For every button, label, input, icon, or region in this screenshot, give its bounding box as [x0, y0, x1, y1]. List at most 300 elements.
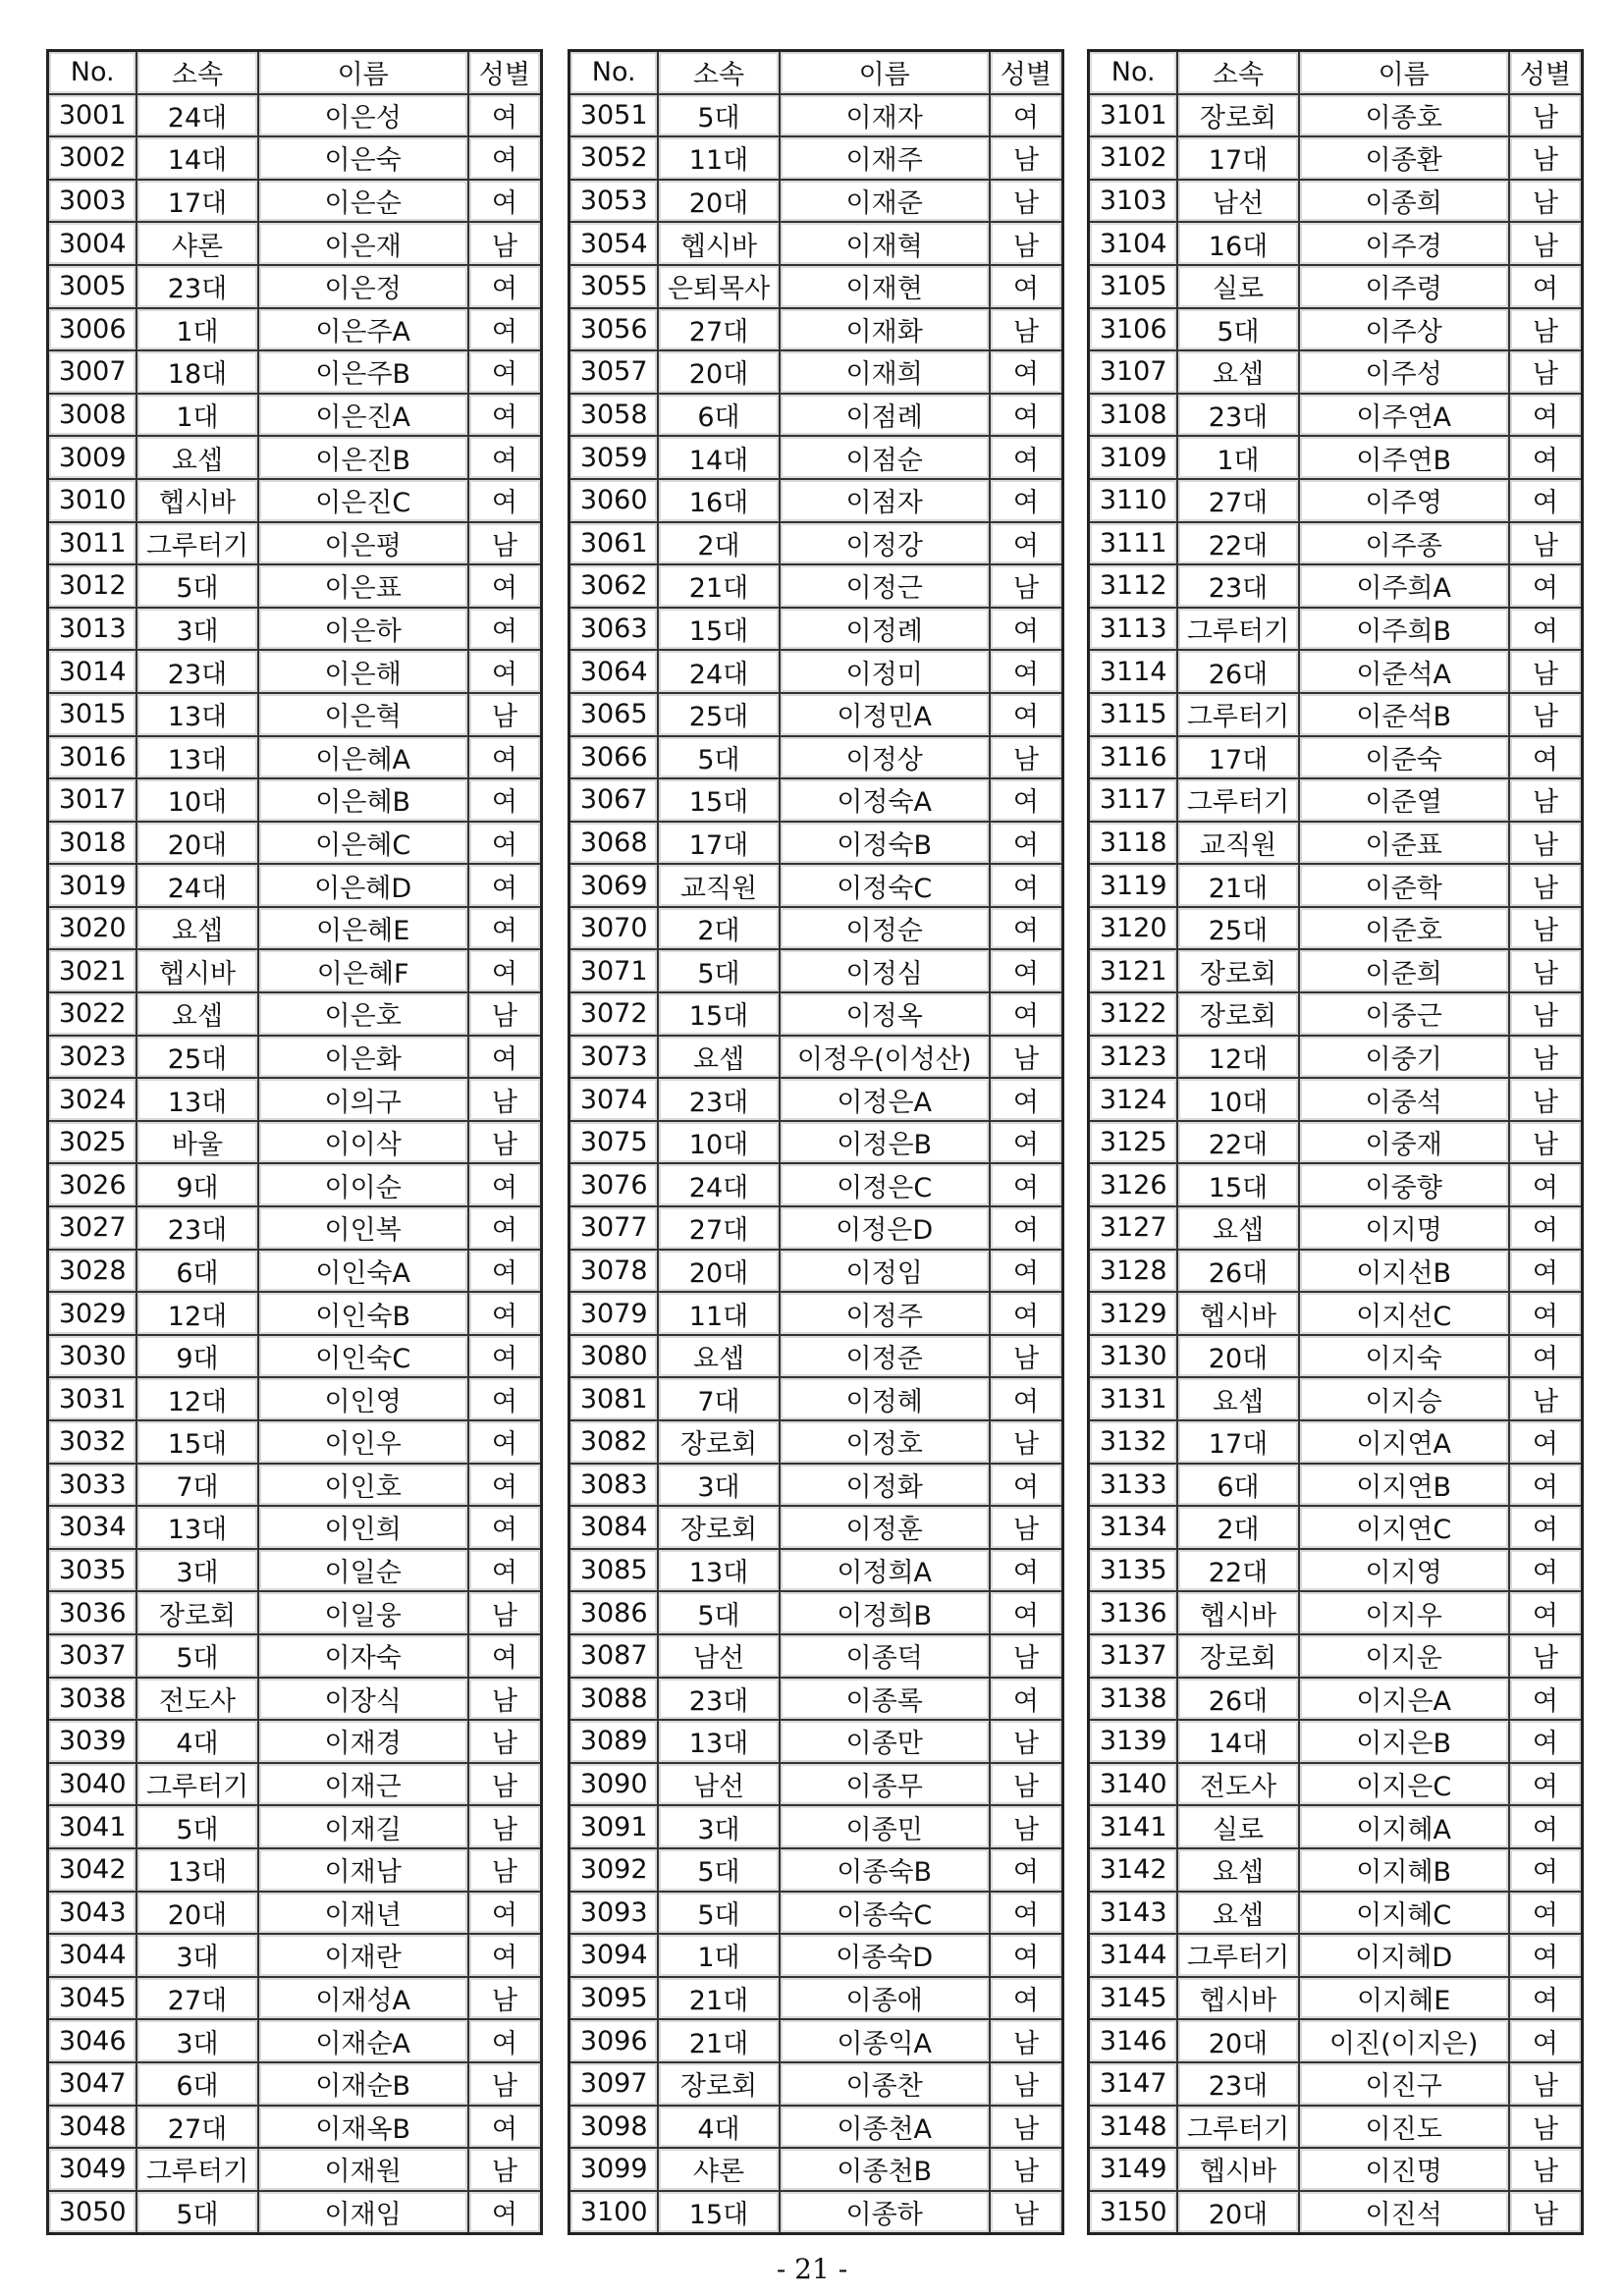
- cell-no: 3039: [48, 1720, 137, 1763]
- cell-affiliation: 22대: [1177, 1121, 1298, 1164]
- cell-name: 이주희A: [1299, 564, 1509, 608]
- cell-name: 이준석B: [1299, 693, 1509, 736]
- table-row: [48, 308, 542, 351]
- cell-no: 3030: [48, 1335, 137, 1378]
- cell-affiliation: 요셉: [136, 907, 257, 950]
- cell-sex: 남: [468, 222, 542, 265]
- cell-sex: 남: [1509, 650, 1583, 693]
- cell-name: 이정희B: [780, 1591, 990, 1634]
- cell-sex: 여: [1509, 1549, 1583, 1592]
- cell-name: 이지은B: [1299, 1720, 1509, 1763]
- cell-affiliation: 15대: [658, 608, 779, 651]
- cell-no: 3086: [569, 1591, 659, 1634]
- cell-name: 이은정: [258, 265, 468, 308]
- cell-sex: 남: [990, 1420, 1063, 1464]
- cell-no: 3054: [569, 222, 659, 265]
- cell-affiliation: 1대: [136, 394, 257, 437]
- cell-sex: 여: [468, 1634, 542, 1678]
- cell-no: 3058: [569, 394, 659, 437]
- table-row: [48, 1549, 542, 1592]
- cell-affiliation: 헵시바: [1177, 1977, 1298, 2020]
- cell-name: 이재현: [780, 265, 990, 308]
- cell-sex: 여: [1509, 265, 1583, 308]
- cell-sex: 남: [1509, 2062, 1583, 2106]
- cell-sex: 여: [990, 693, 1063, 736]
- table-row: [1089, 436, 1583, 479]
- cell-sex: 남: [1509, 180, 1583, 223]
- table-row: [569, 136, 1063, 180]
- cell-name: 이인호: [258, 1464, 468, 1507]
- cell-sex: 여: [1509, 1292, 1583, 1335]
- cell-no: 3085: [569, 1549, 659, 1592]
- table-row: [1089, 180, 1583, 223]
- cell-name: 이지혜B: [1299, 1848, 1509, 1892]
- cell-sex: 남: [1509, 693, 1583, 736]
- cell-no: 3110: [1089, 479, 1178, 522]
- cell-sex: 남: [990, 1720, 1063, 1763]
- cell-affiliation: 그루터기: [1177, 2106, 1298, 2149]
- cell-sex: 여: [468, 822, 542, 865]
- cell-affiliation: 17대: [1177, 1420, 1298, 1464]
- cell-affiliation: 20대: [1177, 2191, 1298, 2234]
- cell-sex: 여: [990, 1934, 1063, 1977]
- table-row: [48, 479, 542, 522]
- table-row: [569, 1506, 1063, 1549]
- header-row: [1089, 51, 1583, 94]
- cell-no: 3006: [48, 308, 137, 351]
- cell-sex: 남: [1509, 822, 1583, 865]
- cell-sex: 여: [1509, 1163, 1583, 1206]
- table-row: [1089, 2191, 1583, 2234]
- cell-sex: 여: [468, 2191, 542, 2234]
- table-row: [1089, 1420, 1583, 1464]
- cell-affiliation: 요셉: [1177, 1892, 1298, 1935]
- cell-affiliation: 20대: [658, 180, 779, 223]
- table-row: [1089, 350, 1583, 394]
- cell-name: 이인영: [258, 1377, 468, 1420]
- cell-sex: 남: [1509, 1078, 1583, 1121]
- cell-sex: 여: [1509, 394, 1583, 437]
- cell-name: 이준희: [1299, 949, 1509, 992]
- table-row: [1089, 1549, 1583, 1592]
- table-row: [48, 222, 542, 265]
- cell-affiliation: 샤론: [136, 222, 257, 265]
- cell-no: 3091: [569, 1805, 659, 1848]
- table-row: [48, 436, 542, 479]
- cell-no: 3114: [1089, 650, 1178, 693]
- table-row: [569, 1892, 1063, 1935]
- cell-affiliation: 21대: [658, 1977, 779, 2020]
- cell-affiliation: 요셉: [1177, 350, 1298, 394]
- cell-name: 이은평: [258, 522, 468, 565]
- cell-sex: 여: [990, 1892, 1063, 1935]
- cell-no: 3011: [48, 522, 137, 565]
- cell-sex: 남: [990, 1763, 1063, 1806]
- cell-name: 이재성A: [258, 1977, 468, 2020]
- cell-affiliation: 9대: [136, 1163, 257, 1206]
- cell-name: 이지은C: [1299, 1763, 1509, 1806]
- cell-no: 3088: [569, 1678, 659, 1721]
- cell-no: 3017: [48, 778, 137, 822]
- table-row: [569, 1763, 1063, 1806]
- cell-name: 이정숙A: [780, 778, 990, 822]
- cell-sex: 여: [468, 864, 542, 907]
- cell-affiliation: 5대: [136, 2191, 257, 2234]
- table-row: [48, 1206, 542, 1250]
- cell-affiliation: 헵시바: [1177, 2148, 1298, 2191]
- cell-name: 이재경: [258, 1720, 468, 1763]
- cell-no: 3141: [1089, 1805, 1178, 1848]
- cell-affiliation: 12대: [1177, 1036, 1298, 1079]
- cell-affiliation: 21대: [658, 2019, 779, 2062]
- table-row: [569, 2191, 1063, 2234]
- header-name: 이름: [258, 51, 468, 94]
- cell-name: 이재임: [258, 2191, 468, 2234]
- page-number: - 21 -: [776, 2253, 848, 2285]
- cell-sex: 여: [468, 1892, 542, 1935]
- cell-affiliation: 헵시바: [136, 479, 257, 522]
- cell-affiliation: 10대: [658, 1121, 779, 1164]
- cell-no: 3130: [1089, 1335, 1178, 1378]
- cell-affiliation: 샤론: [658, 2148, 779, 2191]
- cell-sex: 여: [1509, 1720, 1583, 1763]
- cell-affiliation: 23대: [136, 265, 257, 308]
- cell-name: 이중석: [1299, 1078, 1509, 1121]
- cell-no: 3113: [1089, 608, 1178, 651]
- cell-name: 이정훈: [780, 1506, 990, 1549]
- cell-affiliation: 24대: [136, 94, 257, 137]
- cell-no: 3081: [569, 1377, 659, 1420]
- cell-sex: 여: [468, 736, 542, 779]
- cell-name: 이정준: [780, 1335, 990, 1378]
- cell-sex: 남: [1509, 864, 1583, 907]
- cell-affiliation: 17대: [136, 180, 257, 223]
- cell-name: 이은화: [258, 1036, 468, 1079]
- cell-sex: 여: [468, 778, 542, 822]
- cell-no: 3118: [1089, 822, 1178, 865]
- cell-affiliation: 11대: [658, 1292, 779, 1335]
- cell-no: 3073: [569, 1036, 659, 1079]
- cell-name: 이종록: [780, 1678, 990, 1721]
- table-row: [48, 1250, 542, 1293]
- cell-sex: 여: [468, 2106, 542, 2149]
- cell-affiliation: 그루터기: [1177, 693, 1298, 736]
- cell-affiliation: 16대: [1177, 222, 1298, 265]
- cell-no: 3107: [1089, 350, 1178, 394]
- cell-sex: 남: [1509, 94, 1583, 137]
- cell-no: 3078: [569, 1250, 659, 1293]
- cell-name: 이지혜D: [1299, 1934, 1509, 1977]
- cell-affiliation: 교직원: [658, 864, 779, 907]
- cell-name: 이은해: [258, 650, 468, 693]
- cell-no: 3024: [48, 1078, 137, 1121]
- table-row: [569, 350, 1063, 394]
- cell-sex: 여: [990, 650, 1063, 693]
- cell-sex: 남: [1509, 1634, 1583, 1678]
- cell-no: 3103: [1089, 180, 1178, 223]
- cell-no: 3074: [569, 1078, 659, 1121]
- cell-no: 3138: [1089, 1678, 1178, 1721]
- table-row: [1089, 1206, 1583, 1250]
- cell-sex: 남: [468, 1848, 542, 1892]
- cell-sex: 남: [990, 1506, 1063, 1549]
- cell-sex: 남: [468, 1078, 542, 1121]
- table-row: [1089, 907, 1583, 950]
- cell-no: 3005: [48, 265, 137, 308]
- cell-no: 3007: [48, 350, 137, 394]
- cell-name: 이정화: [780, 1464, 990, 1507]
- cell-sex: 여: [1509, 1848, 1583, 1892]
- cell-name: 이종환: [1299, 136, 1509, 180]
- cell-no: 3013: [48, 608, 137, 651]
- cell-name: 이지우: [1299, 1591, 1509, 1634]
- cell-sex: 여: [468, 1377, 542, 1420]
- cell-name: 이일웅: [258, 1591, 468, 1634]
- cell-affiliation: 25대: [136, 1036, 257, 1079]
- table-row: [569, 479, 1063, 522]
- cell-affiliation: 17대: [658, 822, 779, 865]
- cell-name: 이은혜A: [258, 736, 468, 779]
- cell-no: 3036: [48, 1591, 137, 1634]
- cell-name: 이정호: [780, 1420, 990, 1464]
- cell-affiliation: 27대: [658, 308, 779, 351]
- cell-name: 이정희A: [780, 1549, 990, 1592]
- cell-sex: 남: [468, 1121, 542, 1164]
- table-row: [1089, 1464, 1583, 1507]
- table-row: [48, 1977, 542, 2020]
- cell-no: 3104: [1089, 222, 1178, 265]
- cell-name: 이종숙D: [780, 1934, 990, 1977]
- cell-sex: 여: [468, 564, 542, 608]
- cell-affiliation: 5대: [136, 564, 257, 608]
- table-row: [569, 1549, 1063, 1592]
- cell-sex: 남: [1509, 2148, 1583, 2191]
- cell-name: 이정민A: [780, 693, 990, 736]
- table-row: [569, 564, 1063, 608]
- cell-no: 3109: [1089, 436, 1178, 479]
- cell-name: 이은혜D: [258, 864, 468, 907]
- table-row: [48, 180, 542, 223]
- cell-no: 3077: [569, 1206, 659, 1250]
- cell-sex: 여: [468, 1549, 542, 1592]
- cell-no: 3120: [1089, 907, 1178, 950]
- cell-name: 이준숙: [1299, 736, 1509, 779]
- cell-name: 이준열: [1299, 778, 1509, 822]
- cell-affiliation: 20대: [658, 350, 779, 394]
- cell-no: 3082: [569, 1420, 659, 1464]
- cell-affiliation: 3대: [658, 1805, 779, 1848]
- cell-affiliation: 26대: [1177, 1678, 1298, 1721]
- cell-name: 이재순B: [258, 2062, 468, 2106]
- cell-no: 3020: [48, 907, 137, 950]
- cell-sex: 여: [468, 479, 542, 522]
- table-row: [48, 864, 542, 907]
- cell-affiliation: 6대: [136, 1250, 257, 1293]
- cell-sex: 여: [990, 522, 1063, 565]
- cell-sex: 여: [468, 1934, 542, 1977]
- table-row: [569, 180, 1063, 223]
- cell-affiliation: 장로회: [1177, 1634, 1298, 1678]
- cell-affiliation: 실로: [1177, 265, 1298, 308]
- cell-name: 이지은A: [1299, 1678, 1509, 1721]
- cell-no: 3045: [48, 1977, 137, 2020]
- cell-sex: 여: [1509, 1678, 1583, 1721]
- cell-affiliation: 13대: [136, 1078, 257, 1121]
- cell-no: 3026: [48, 1163, 137, 1206]
- cell-affiliation: 5대: [658, 736, 779, 779]
- cell-affiliation: 22대: [1177, 1549, 1298, 1592]
- cell-no: 3010: [48, 479, 137, 522]
- cell-no: 3069: [569, 864, 659, 907]
- table-row: [569, 2062, 1063, 2106]
- cell-name: 이종무: [780, 1763, 990, 1806]
- cell-no: 3122: [1089, 992, 1178, 1036]
- cell-name: 이인우: [258, 1420, 468, 1464]
- cell-name: 이지선C: [1299, 1292, 1509, 1335]
- cell-sex: 남: [990, 1036, 1063, 1079]
- table-row: [1089, 992, 1583, 1036]
- cell-name: 이중재: [1299, 1121, 1509, 1164]
- table-row: [1089, 949, 1583, 992]
- cell-name: 이정상: [780, 736, 990, 779]
- cell-sex: 남: [468, 693, 542, 736]
- cell-sex: 여: [990, 265, 1063, 308]
- cell-sex: 여: [1509, 1892, 1583, 1935]
- cell-no: 3035: [48, 1549, 137, 1592]
- cell-affiliation: 2대: [658, 522, 779, 565]
- table-row: [569, 1805, 1063, 1848]
- cell-no: 3089: [569, 1720, 659, 1763]
- cell-no: 3124: [1089, 1078, 1178, 1121]
- cell-affiliation: 요셉: [1177, 1848, 1298, 1892]
- cell-no: 3070: [569, 907, 659, 950]
- cell-sex: 남: [468, 992, 542, 1036]
- cell-name: 이재길: [258, 1805, 468, 1848]
- table-row: [1089, 1335, 1583, 1378]
- cell-name: 이은순: [258, 180, 468, 223]
- cell-no: 3084: [569, 1506, 659, 1549]
- cell-sex: 여: [468, 1506, 542, 1549]
- cell-sex: 여: [990, 1848, 1063, 1892]
- cell-affiliation: 헵시바: [1177, 1292, 1298, 1335]
- cell-affiliation: 4대: [136, 1720, 257, 1763]
- table-row: [1089, 864, 1583, 907]
- cell-sex: 남: [1509, 778, 1583, 822]
- cell-no: 3080: [569, 1335, 659, 1378]
- cell-name: 이지혜E: [1299, 1977, 1509, 2020]
- cell-sex: 남: [468, 1763, 542, 1806]
- cell-name: 이은혁: [258, 693, 468, 736]
- cell-no: 3129: [1089, 1292, 1178, 1335]
- cell-no: 3027: [48, 1206, 137, 1250]
- cell-affiliation: 그루터기: [136, 1763, 257, 1806]
- cell-no: 3111: [1089, 522, 1178, 565]
- cell-no: 3061: [569, 522, 659, 565]
- table-row: [1089, 2019, 1583, 2062]
- cell-no: 3108: [1089, 394, 1178, 437]
- table-row: [48, 265, 542, 308]
- cell-sex: 여: [468, 907, 542, 950]
- cell-name: 이주영: [1299, 479, 1509, 522]
- cell-name: 이일순: [258, 1549, 468, 1592]
- cell-affiliation: 전도사: [1177, 1763, 1298, 1806]
- table-row: [48, 1292, 542, 1335]
- cell-affiliation: 헵시바: [136, 949, 257, 992]
- cell-sex: 여: [1509, 1250, 1583, 1293]
- table-row: [48, 650, 542, 693]
- cell-affiliation: 15대: [658, 2191, 779, 2234]
- cell-no: 3090: [569, 1763, 659, 1806]
- cell-no: 3092: [569, 1848, 659, 1892]
- cell-sex: 여: [1509, 436, 1583, 479]
- cell-affiliation: 헵시바: [1177, 1591, 1298, 1634]
- cell-affiliation: 5대: [658, 1892, 779, 1935]
- cell-affiliation: 20대: [136, 1892, 257, 1935]
- cell-affiliation: 3대: [136, 2019, 257, 2062]
- cell-name: 이준학: [1299, 864, 1509, 907]
- cell-name: 이은진B: [258, 436, 468, 479]
- cell-no: 3031: [48, 1377, 137, 1420]
- cell-affiliation: 20대: [1177, 2019, 1298, 2062]
- cell-no: 3137: [1089, 1634, 1178, 1678]
- cell-sex: 남: [990, 308, 1063, 351]
- cell-affiliation: 27대: [1177, 479, 1298, 522]
- cell-no: 3050: [48, 2191, 137, 2234]
- table-row: [569, 2148, 1063, 2191]
- table-row: [569, 822, 1063, 865]
- cell-sex: 남: [990, 2019, 1063, 2062]
- cell-affiliation: 9대: [136, 1335, 257, 1378]
- cell-no: 3056: [569, 308, 659, 351]
- cell-name: 이종민: [780, 1805, 990, 1848]
- cell-no: 3127: [1089, 1206, 1178, 1250]
- cell-name: 이지영: [1299, 1549, 1509, 1592]
- cell-name: 이정우(이성산): [780, 1036, 990, 1079]
- cell-no: 3093: [569, 1892, 659, 1935]
- cell-no: 3059: [569, 436, 659, 479]
- table-row: [48, 1848, 542, 1892]
- table-row: [569, 1464, 1063, 1507]
- cell-affiliation: 13대: [136, 693, 257, 736]
- cell-affiliation: 23대: [136, 1206, 257, 1250]
- cell-no: 3099: [569, 2148, 659, 2191]
- cell-name: 이진(이지은): [1299, 2019, 1509, 2062]
- cell-name: 이정은A: [780, 1078, 990, 1121]
- cell-sex: 남: [1509, 136, 1583, 180]
- table-row: [1089, 1591, 1583, 1634]
- cell-no: 3012: [48, 564, 137, 608]
- table-row: [1089, 94, 1583, 137]
- table-row: [1089, 2148, 1583, 2191]
- table-row: [1089, 1805, 1583, 1848]
- cell-affiliation: 15대: [658, 992, 779, 1036]
- cell-sex: 남: [990, 2106, 1063, 2149]
- cell-name: 이주희B: [1299, 608, 1509, 651]
- cell-no: 3028: [48, 1250, 137, 1293]
- cell-affiliation: 요셉: [1177, 1206, 1298, 1250]
- cell-sex: 남: [1509, 308, 1583, 351]
- cell-affiliation: 남선: [658, 1763, 779, 1806]
- table-row: [569, 1036, 1063, 1079]
- cell-affiliation: 13대: [136, 1848, 257, 1892]
- cell-name: 이은하: [258, 608, 468, 651]
- cell-affiliation: 15대: [136, 1420, 257, 1464]
- cell-affiliation: 3대: [136, 1549, 257, 1592]
- header-row: [48, 51, 542, 94]
- cell-no: 3115: [1089, 693, 1178, 736]
- cell-name: 이은혜B: [258, 778, 468, 822]
- cell-affiliation: 12대: [136, 1292, 257, 1335]
